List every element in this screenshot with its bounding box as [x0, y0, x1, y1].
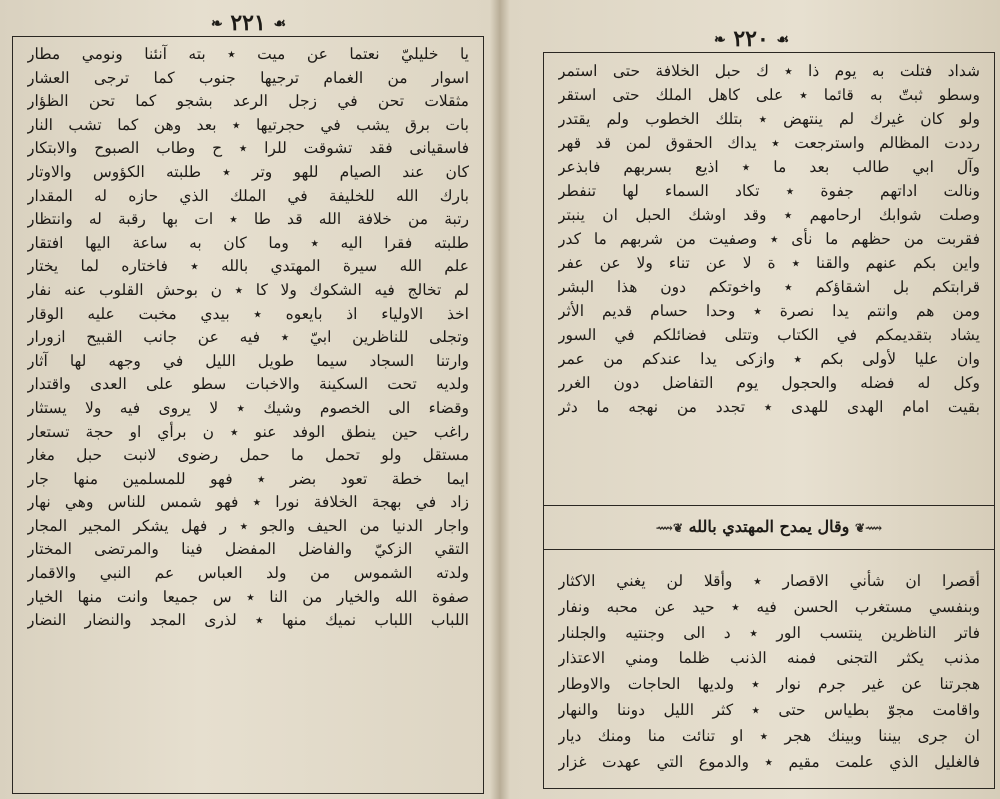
left-ornament-icon: ❧ [210, 16, 223, 32]
verse-line: وصلت شوابك ارحامهم ٭ وقد اوشك الحبل ان ينبتر [558, 206, 980, 224]
right-section-two [544, 569, 994, 775]
section-divider-top [544, 505, 994, 506]
left-page-lines [13, 37, 483, 793]
verse-line: وكل له فضله والحجول يوم التفاضل دون الغرر [558, 374, 980, 392]
verse-line: وقضاء الى الخصوم وشيك ٭ لا يروى فيه ولا يستثار [27, 398, 469, 417]
left-page [0, 0, 497, 799]
right-ornament-icon: ☙ [273, 16, 287, 32]
verse-line: كان عند الصيام للهو وتر ٭ طلبته الكؤوس والاوتار [27, 162, 469, 181]
verse-line: أقصرا ان شأني الاقصار ٭ وأقلا لن يغني الاكثار [558, 572, 980, 590]
verse-line: يشاد بتقديمكم في الكتاب وتتلى فضائلكم في السور [558, 326, 980, 344]
verse-line: صفوة الله والخيار من النا ٭ س جميعا وانت منها الخيار [27, 587, 469, 606]
verse-line: فاسقيانى فقد تشوقت للرا ٭ ح وطاب الصبوح والابتكار [27, 139, 469, 158]
verse-line: وان عليا لأولى بكم ٭ وازكى يدا عندكم من عمر [558, 350, 980, 368]
verse-line: ولو كان غيرك لم ينتهض ٭ بتلك الخطوب ولم يقتدر [558, 110, 980, 128]
left-ornament-icon: ❧ [713, 32, 726, 48]
verse-line: فاتر الناظرين ينتسب الور ٭ د الى وجنتيه والجلنار [558, 623, 980, 642]
verse-line: ايما خطة تعود بضر ٭ فهو للمسلمين منها جار [27, 469, 469, 488]
verse-line: راغب حين ينطق الوفد عنو ٭ ن برأي او حجة تستعار [27, 422, 469, 441]
verse-line: وبنفسي مستغرب الحسن فيه ٭ حيد عن محبه ونفار [558, 597, 980, 616]
verse-line: قرابتكم بل اشقاؤكم ٭ واخوتكم دون هذا البشر [558, 278, 980, 296]
verse-line: بقيت امام الهدى للهدى ٭ تجدد من نهجه ما دثر [558, 398, 980, 416]
verse-line: فالغليل الذي علمت مقيم ٭ والدموع التي عهدت غزار [558, 752, 980, 771]
verse-line: علم الله سيرة المهتدي بالله ٭ فاختاره لما يختار [27, 257, 469, 276]
right-page-number-text: ٢٢٠ [733, 26, 769, 52]
left-page-number [0, 10, 497, 36]
left-page-number-text: ٢٢١ [230, 10, 266, 36]
poem-heading [544, 517, 994, 536]
verse-line: التقي الزكيّ والفاضل المفضل فينا والمرتضى المختار [27, 540, 469, 559]
verse-line: ولديه تحت السكينة والاخبات سطو على العدى واقتدار [27, 375, 469, 394]
poem-heading-text: وقال يمدح المهتدي بالله [688, 517, 850, 536]
right-page-frame [543, 52, 995, 789]
heading-ornament-icon: ⟿❦ [854, 521, 883, 535]
verse-line: واين بكم عنهم والقنا ٭ ة لا عن تناء ولا عن عفر [558, 254, 980, 272]
verse-line: فقربت من حظهم ما نأى ٭ وصفيت من شربهم ما كدر [558, 230, 980, 248]
verse-line: لم تخالج فيه الشكوك ولا كا ٭ ن بوحش القلوب عنه نفار [27, 280, 469, 299]
verse-line: واقامت مجوّ بطياس حتى ٭ كثر الليل دوننا والنهار [558, 700, 980, 719]
verse-line: وآل ابي طالب بعد ما ٭ اذيع بسربهم فابذعر [558, 158, 980, 176]
right-section-one [544, 59, 994, 419]
verse-line: وارتنا السجاد سيما طويل الليل في وجهه لها آثار [27, 351, 469, 370]
verse-line: واجار الدنيا من الحيف والجو ٭ ر فهل يشكر المجير المجار [27, 516, 469, 535]
verse-line: شداد فتلت به يوم ذا ٭ ك حبل الخلافة حتى استمر [558, 62, 980, 80]
verse-line: طلبته فقرا اليه ٭ وما كان به ساعة اليها افتقار [27, 233, 469, 252]
right-ornament-icon: ☙ [776, 32, 790, 48]
verse-line: يا خليليّ نعتما عن ميت ٭ بته آنئنا ونومي مطار [27, 45, 469, 63]
verse-line: وسطو ثبتّ به قائما ٭ على كاهل الملك حتى استقر [558, 86, 980, 104]
verse-line: بارك الله للخليفة في الملك الذي حازه له المقدار [27, 186, 469, 205]
verse-line: وتجلى للناظرين ابيّ ٭ فيه عن جانب القبيح ازورار [27, 328, 469, 347]
verse-line: ولدته الشموس من ولد العباس عم النبي والاقمار [27, 564, 469, 583]
verse-line: ان جرى بيننا وبينك هجر ٭ او تنائت منا ومنك ديار [558, 726, 980, 745]
verse-line: ومن هم وانتم يدا نصرة ٭ وحدا حسام قديم الأثر [558, 302, 980, 320]
verse-line: مثقلات تحن في زجل الرعد بشجو كما تحن الظؤار [27, 92, 469, 111]
left-page-frame [12, 36, 484, 794]
verse-line: اسوار من الغمام ترجيها جنوب كما ترجى العشار [27, 68, 469, 87]
verse-line: زاد في بهجة الخلافة نورا ٭ فهو شمس للناس وهي نهار [27, 493, 469, 512]
heading-ornament-icon: ❦⟿ [655, 521, 684, 535]
right-page [503, 0, 1000, 799]
verse-line: اخذ الاولياء اذ بايعوه ٭ بيدي مخبت عليه الوقار [27, 304, 469, 323]
verse-line: مستقل ولو تحمل ما حمل رضوى لانبت حبل مغار [27, 446, 469, 465]
right-page-number [503, 26, 1000, 52]
section-divider-bottom [544, 549, 994, 550]
verse-line: رتبة من خلافة الله قد طا ٭ ات بها رقبة له وانتظار [27, 210, 469, 229]
verse-line: مذنب يكثر التجنى فمنه الذنب ظلما ومني الاعتذار [558, 649, 980, 668]
verse-line: ونالت اداتهم جفوة ٭ تكاد السماء لها تنفطر [558, 182, 980, 200]
verse-line: بات برق يشب في حجرتيها ٭ بعد وهن كما تشب النار [27, 115, 469, 134]
verse-line: رددت المظالم واسترجعت ٭ يداك الحقوق لمن قد قهر [558, 134, 980, 152]
verse-line: اللباب اللباب نميك منها ٭ لذرى المجد والنضار النضار [27, 611, 469, 630]
verse-line: هجرتنا عن غير جرم نوار ٭ ولديها الحاجات والاوطار [558, 675, 980, 694]
